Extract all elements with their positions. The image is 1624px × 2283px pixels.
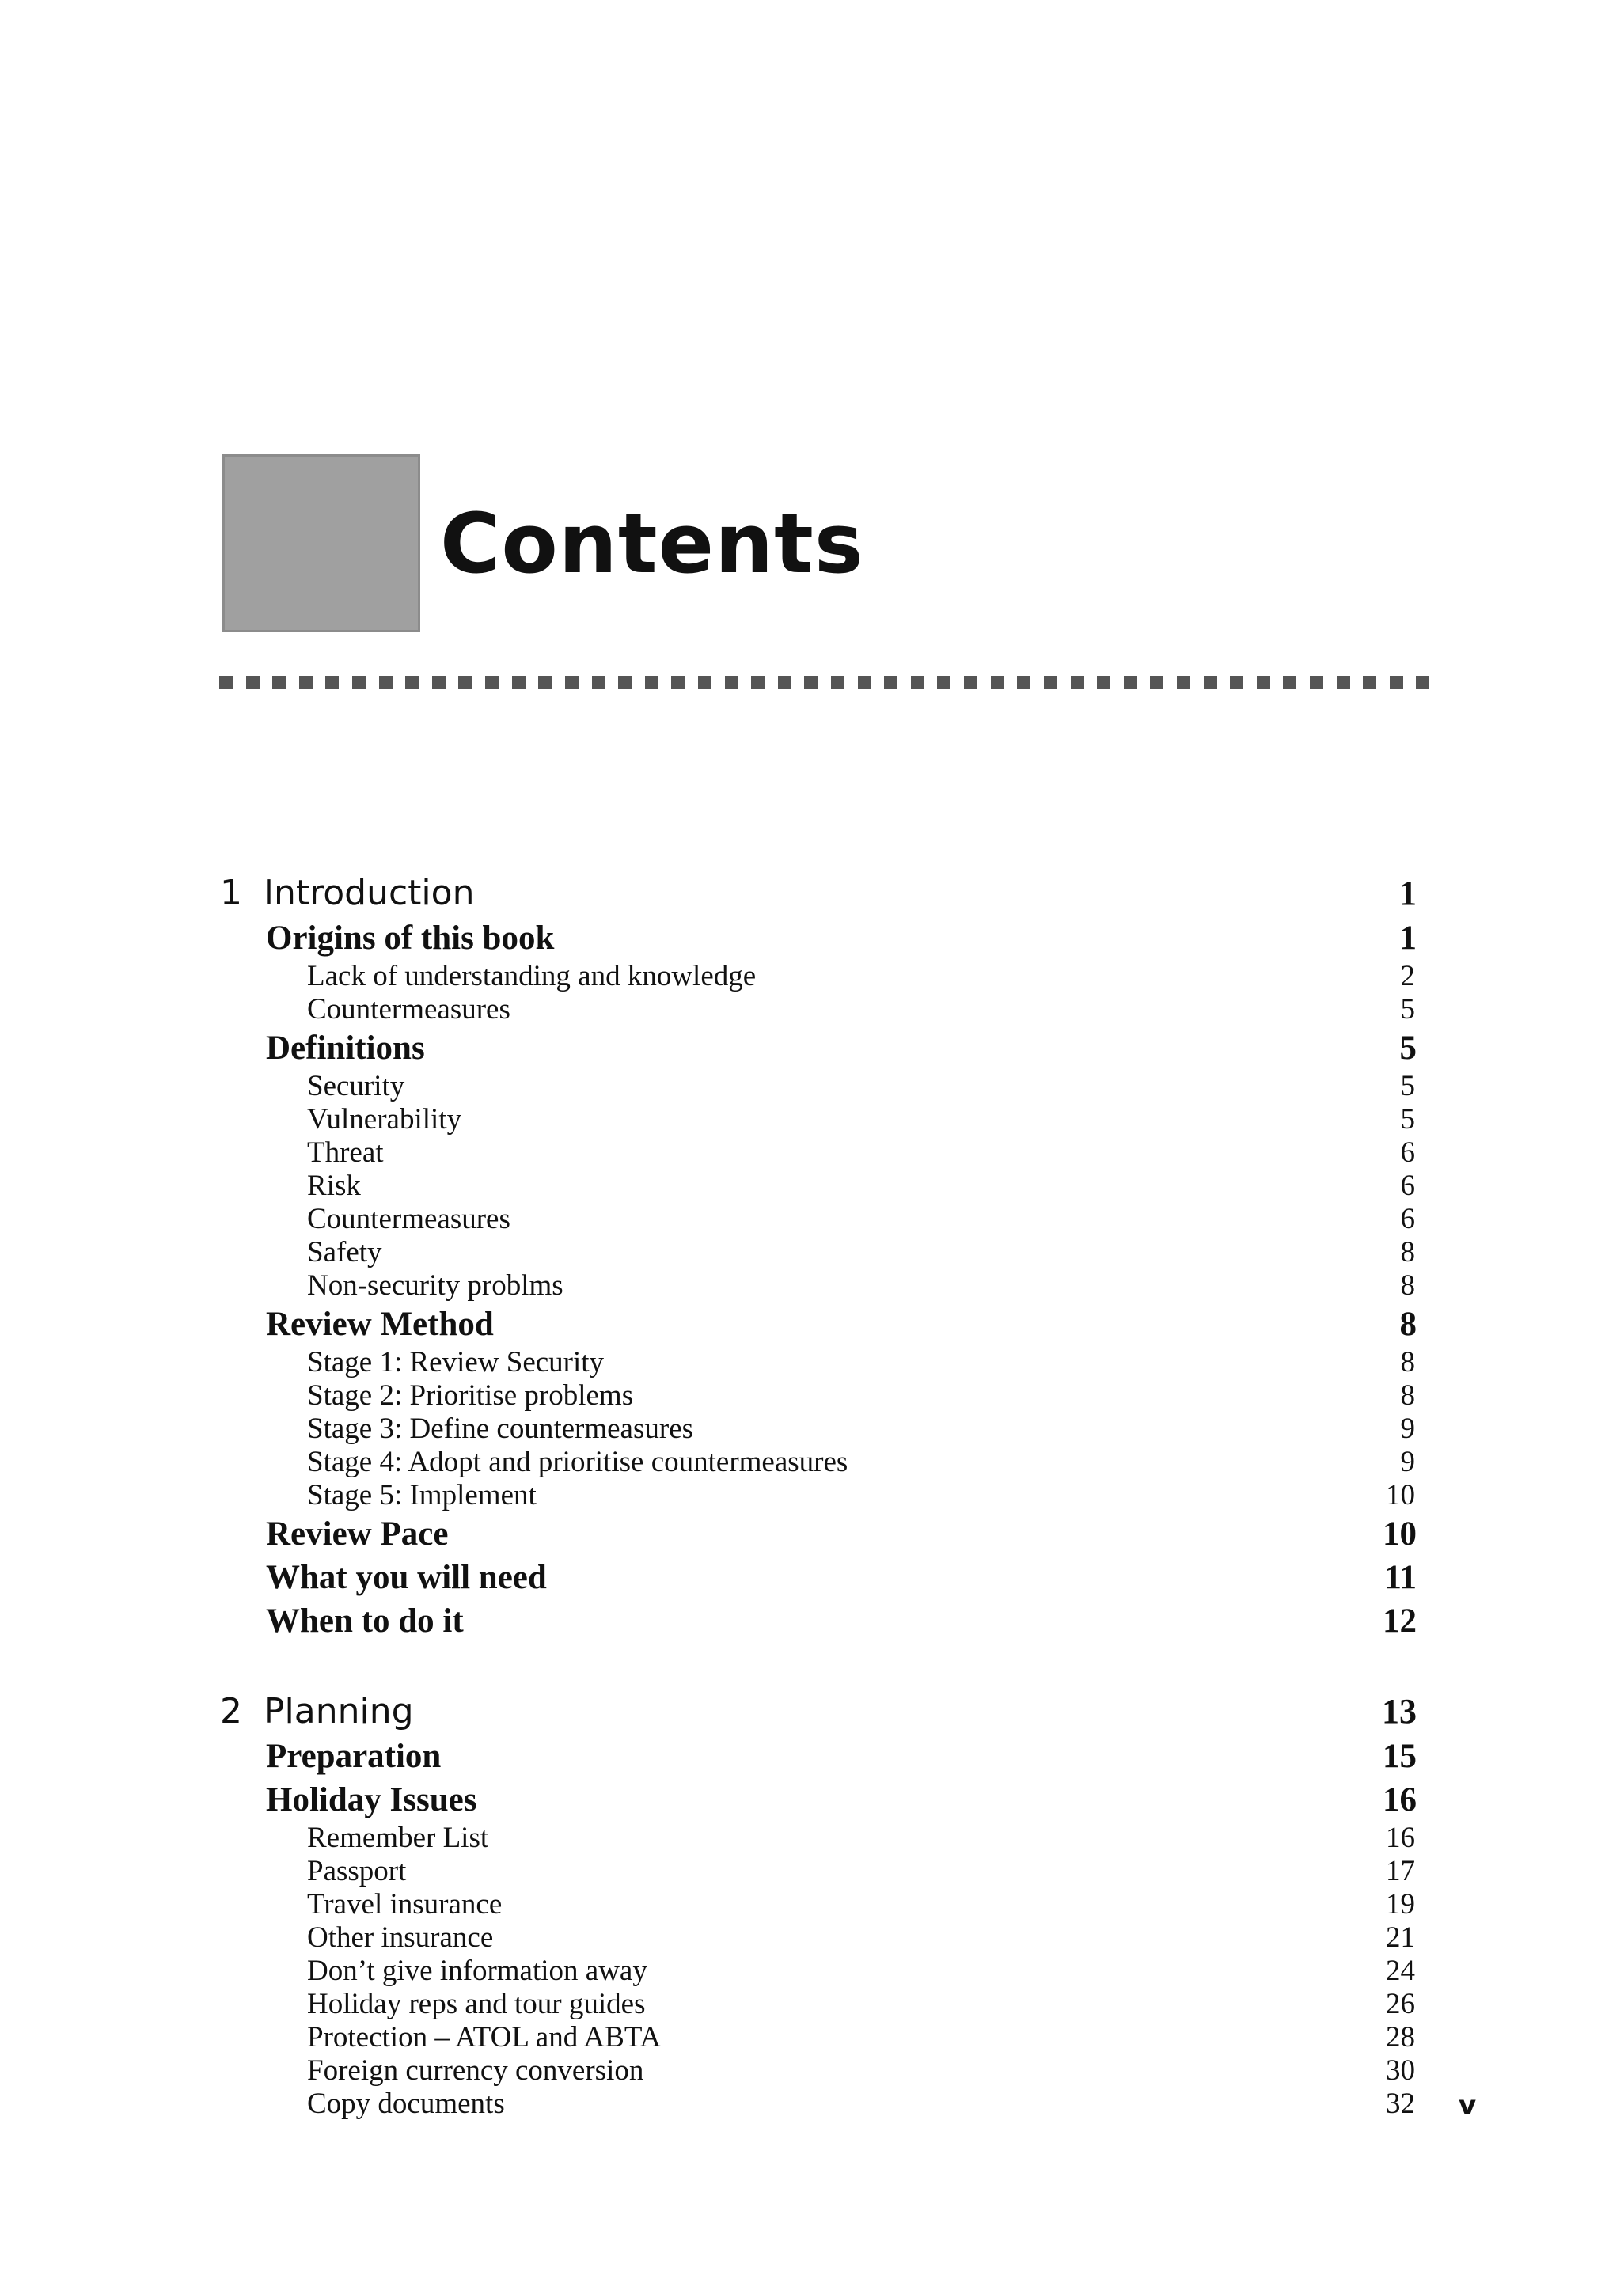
toc-item-row[interactable] (220, 2088, 1417, 2121)
toc-item-row[interactable] (220, 1070, 1417, 1103)
rule-dot (432, 676, 446, 689)
rule-dot (219, 676, 233, 689)
rule-dot (725, 676, 738, 689)
rule-dot (512, 676, 526, 689)
toc-section-row[interactable] (220, 1303, 1417, 1346)
section-title: When to do it (266, 1602, 464, 1640)
item-title: Countermeasures (307, 1203, 510, 1235)
rule-dot (671, 676, 685, 689)
toc-item-row[interactable] (220, 1921, 1417, 1955)
toc-item-row[interactable] (220, 1822, 1417, 1855)
chapter-page-number: 1 (1399, 874, 1417, 912)
item-title: Countermeasures (307, 993, 510, 1026)
chapter-number: 1 (220, 873, 242, 913)
rule-dot (325, 676, 339, 689)
item-page-number: 10 (1386, 1479, 1415, 1511)
item-title: Holiday reps and tour guides (307, 1988, 646, 2020)
rule-dot (991, 676, 1004, 689)
rule-dot (618, 676, 632, 689)
item-page-number: 21 (1386, 1921, 1415, 1954)
item-page-number: 6 (1400, 1170, 1415, 1202)
item-title: Lack of understanding and knowledge (307, 960, 757, 992)
item-page-number: 8 (1400, 1236, 1415, 1269)
item-title: Non-security problms (307, 1269, 563, 1302)
item-title: Don’t give information away (307, 1955, 647, 1987)
toc-section-row[interactable] (220, 1599, 1417, 1643)
item-title: Other insurance (307, 1921, 494, 1954)
rule-dot (778, 676, 791, 689)
rule-dot (1337, 676, 1350, 689)
item-title: Stage 1: Review Security (307, 1346, 605, 1379)
item-page-number: 5 (1400, 1103, 1415, 1136)
toc-item-row[interactable] (220, 1479, 1417, 1512)
rule-dot (1230, 676, 1243, 689)
item-title: Copy documents (307, 2088, 505, 2120)
item-page-number: 8 (1400, 1379, 1415, 1412)
item-title: Threat (307, 1136, 384, 1169)
chapter-page-number: 13 (1382, 1692, 1417, 1731)
item-title: Safety (307, 1236, 382, 1269)
toc-item-row[interactable] (220, 1269, 1417, 1303)
section-title: Preparation (266, 1738, 442, 1775)
item-page-number: 17 (1386, 1855, 1415, 1887)
rule-dot (272, 676, 286, 689)
rule-dot (751, 676, 765, 689)
section-title: What you will need (266, 1559, 547, 1596)
rule-dot (911, 676, 924, 689)
toc-chapter-row[interactable] (220, 870, 1417, 916)
rule-dot (1257, 676, 1270, 689)
item-page-number: 5 (1400, 993, 1415, 1026)
toc-item-row[interactable] (220, 1446, 1417, 1479)
item-page-number: 9 (1400, 1446, 1415, 1478)
item-page-number: 24 (1386, 1955, 1415, 1987)
table-of-contents (220, 870, 1417, 2121)
rule-dot (1124, 676, 1137, 689)
dotted-rule (219, 676, 1430, 692)
item-title: Foreign currency conversion (307, 2054, 644, 2087)
rule-dot (645, 676, 658, 689)
toc-section-row[interactable] (220, 1778, 1417, 1822)
toc-item-row[interactable] (220, 2054, 1417, 2088)
rule-dot (379, 676, 393, 689)
chapter-spacer (220, 1643, 1417, 1689)
toc-item-row[interactable] (220, 1888, 1417, 1921)
item-title: Stage 4: Adopt and prioritise countermeasures (307, 1446, 848, 1478)
item-page-number: 28 (1386, 2021, 1415, 2054)
section-title: Origins of this book (266, 920, 555, 957)
chapter-title: Introduction (264, 873, 475, 913)
item-page-number: 6 (1400, 1136, 1415, 1169)
rule-dot (831, 676, 844, 689)
item-page-number: 5 (1400, 1070, 1415, 1102)
rule-dot (1150, 676, 1163, 689)
item-title: Remember List (307, 1822, 489, 1854)
toc-item-row[interactable] (220, 1103, 1417, 1136)
section-page-number: 11 (1384, 1559, 1417, 1596)
rule-dot (299, 676, 313, 689)
item-title: Vulnerability (307, 1103, 462, 1136)
rule-dot (1177, 676, 1190, 689)
item-page-number: 19 (1386, 1888, 1415, 1921)
toc-section-row[interactable] (220, 1556, 1417, 1599)
rule-dot (937, 676, 950, 689)
toc-item-row[interactable] (220, 993, 1417, 1026)
section-title: Definitions (266, 1030, 425, 1067)
rule-dot (858, 676, 871, 689)
rule-dot (1071, 676, 1084, 689)
item-page-number: 8 (1400, 1269, 1415, 1302)
toc-section-row[interactable] (220, 916, 1417, 960)
toc-item-row[interactable] (220, 1855, 1417, 1888)
header-gray-block (222, 454, 420, 632)
item-title: Protection – ATOL and ABTA (307, 2021, 662, 2054)
rule-dot (1310, 676, 1323, 689)
rule-dot (1283, 676, 1296, 689)
item-title: Travel insurance (307, 1888, 503, 1921)
item-page-number: 32 (1386, 2088, 1415, 2120)
toc-item-row[interactable] (220, 1236, 1417, 1269)
rule-dot (804, 676, 818, 689)
toc-item-row[interactable] (220, 960, 1417, 993)
toc-item-row[interactable] (220, 1203, 1417, 1236)
item-page-number: 6 (1400, 1203, 1415, 1235)
rule-dot (246, 676, 260, 689)
item-title: Stage 5: Implement (307, 1479, 537, 1511)
item-title: Risk (307, 1170, 361, 1202)
chapter-number: 2 (220, 1691, 242, 1731)
toc-item-row[interactable] (220, 1170, 1417, 1203)
rule-dot (884, 676, 897, 689)
toc-item-row[interactable] (220, 1988, 1417, 2021)
item-page-number: 2 (1400, 960, 1415, 992)
section-page-number: 1 (1399, 920, 1417, 957)
section-page-number: 8 (1399, 1306, 1417, 1343)
toc-section-row[interactable] (220, 1026, 1417, 1070)
rule-dot (565, 676, 579, 689)
rule-dot (485, 676, 499, 689)
item-title: Stage 2: Prioritise problems (307, 1379, 634, 1412)
toc-item-row[interactable] (220, 1955, 1417, 1988)
toc-item-row[interactable] (220, 1136, 1417, 1170)
rule-dot (964, 676, 977, 689)
rule-dot (1416, 676, 1429, 689)
rule-dot (592, 676, 605, 689)
page-folio: v (1459, 2090, 1477, 2122)
rule-dot (1044, 676, 1057, 689)
toc-section-row[interactable] (220, 1512, 1417, 1556)
rule-dot (352, 676, 366, 689)
toc-item-row[interactable] (220, 1346, 1417, 1379)
rule-dot (1390, 676, 1403, 689)
chapter-title: Planning (264, 1691, 414, 1731)
item-page-number: 9 (1400, 1413, 1415, 1445)
section-page-number: 10 (1383, 1515, 1417, 1553)
item-title: Security (307, 1070, 405, 1102)
toc-item-row[interactable] (220, 1413, 1417, 1446)
rule-dot (1363, 676, 1376, 689)
section-title: Review Pace (266, 1515, 449, 1553)
rule-dot (458, 676, 472, 689)
item-page-number: 8 (1400, 1346, 1415, 1379)
section-title: Holiday Issues (266, 1781, 477, 1818)
item-title: Stage 3: Define countermeasures (307, 1413, 694, 1445)
section-page-number: 5 (1399, 1030, 1417, 1067)
page-title: Contents (440, 495, 864, 592)
toc-chapter-row[interactable] (220, 1689, 1417, 1735)
item-page-number: 30 (1386, 2054, 1415, 2087)
section-page-number: 16 (1383, 1781, 1417, 1818)
section-page-number: 15 (1383, 1738, 1417, 1775)
item-title: Passport (307, 1855, 407, 1887)
item-page-number: 16 (1386, 1822, 1415, 1854)
rule-dot (1017, 676, 1030, 689)
toc-item-row[interactable] (220, 1379, 1417, 1413)
rule-dot (538, 676, 552, 689)
section-title: Review Method (266, 1306, 494, 1343)
rule-dot (1097, 676, 1110, 689)
rule-dot (698, 676, 711, 689)
rule-dot (1204, 676, 1217, 689)
section-page-number: 12 (1383, 1602, 1417, 1640)
item-page-number: 26 (1386, 1988, 1415, 2020)
toc-section-row[interactable] (220, 1735, 1417, 1778)
toc-item-row[interactable] (220, 2021, 1417, 2054)
rule-dot (405, 676, 419, 689)
